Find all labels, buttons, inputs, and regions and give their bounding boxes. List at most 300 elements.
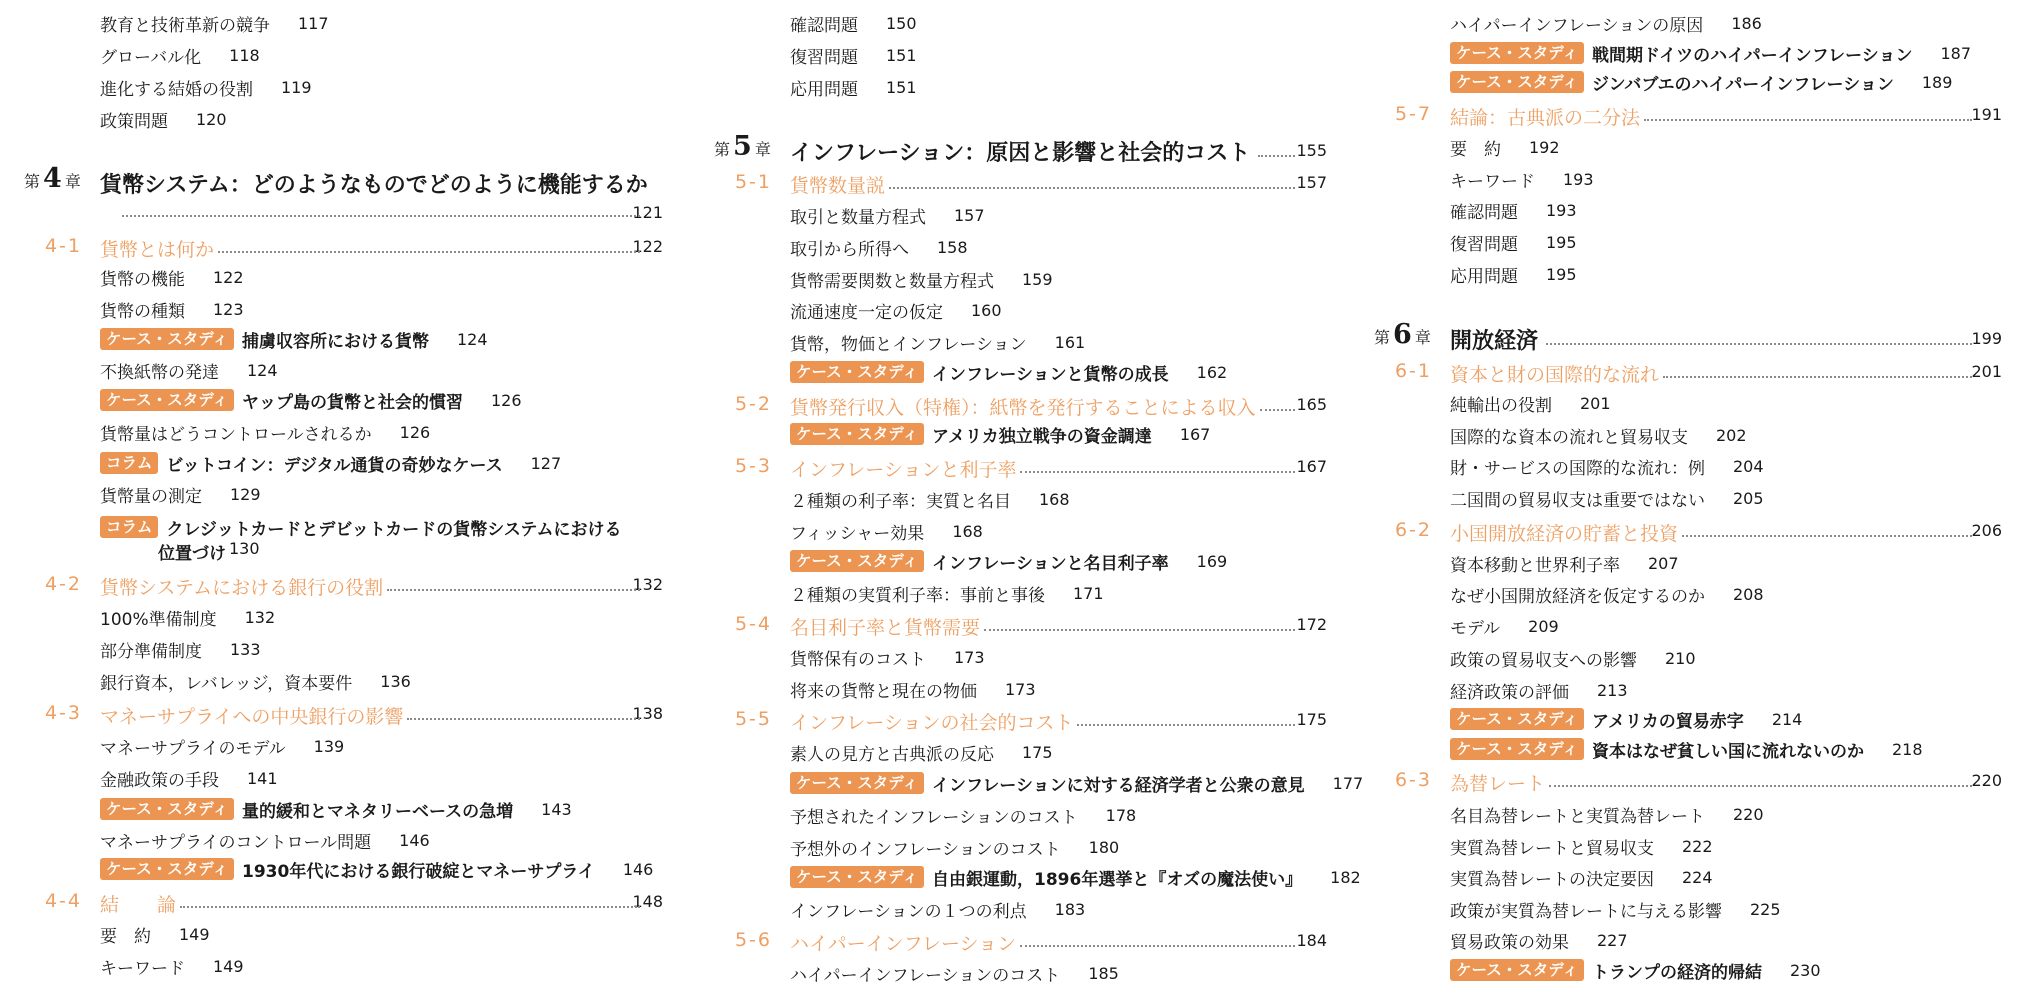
case-study-badge: ケース・スタディ xyxy=(100,858,234,880)
toc-item[interactable] xyxy=(690,201,1350,229)
toc-note[interactable] xyxy=(690,358,1350,386)
chapter-label xyxy=(714,131,771,162)
toc-note[interactable] xyxy=(1350,39,2020,67)
toc-note-title: 捕虜収容所における貨幣 xyxy=(242,331,429,352)
dotted-leader xyxy=(1549,785,1972,787)
toc-chapter[interactable] xyxy=(0,163,690,222)
toc-item[interactable] xyxy=(1350,133,2020,161)
page-number: 139 xyxy=(313,736,345,756)
toc-item[interactable] xyxy=(690,895,1350,923)
case-study-badge: ケース・スタディ xyxy=(790,361,924,383)
toc-item-title: 確認問題 xyxy=(1450,202,1518,223)
dotted-leader xyxy=(1077,724,1295,726)
toc-item[interactable] xyxy=(1350,549,2020,577)
toc-item-title: 貨幣，物価とインフレーション xyxy=(790,334,1027,355)
toc-item[interactable] xyxy=(0,356,690,384)
toc-item[interactable] xyxy=(0,603,690,631)
toc-item[interactable] xyxy=(0,105,690,133)
toc-item[interactable] xyxy=(690,265,1350,293)
page-number: 225 xyxy=(1750,899,1781,919)
page-number: 213 xyxy=(1597,680,1628,700)
section-number: 5-1 xyxy=(734,171,772,193)
toc-note[interactable] xyxy=(0,449,690,477)
dotted-leader xyxy=(387,589,640,591)
page-number: 158 xyxy=(937,237,968,257)
toc-chapter[interactable] xyxy=(690,131,1350,166)
toc-item[interactable] xyxy=(1350,452,2020,480)
section-title: 結論：古典派の二分法 xyxy=(1450,107,1641,129)
page-number: 148 xyxy=(632,892,663,911)
toc-item[interactable] xyxy=(1350,926,2020,954)
section-number: 6-1 xyxy=(1394,360,1432,382)
toc-item[interactable] xyxy=(0,263,690,291)
page-number: 149 xyxy=(179,924,210,944)
toc-item[interactable] xyxy=(690,643,1350,671)
page-number: 180 xyxy=(1088,837,1120,857)
toc-section[interactable] xyxy=(690,453,1350,481)
toc-item[interactable] xyxy=(0,635,690,663)
dotted-leader xyxy=(1663,376,1972,378)
toc-item[interactable] xyxy=(1350,644,2020,672)
page-number: 202 xyxy=(1716,425,1747,445)
toc-item[interactable] xyxy=(0,826,690,854)
chapter-suffix: 章 xyxy=(64,172,81,191)
page-number: 201 xyxy=(1971,362,2002,381)
chapter-number: 6 xyxy=(1393,319,1412,350)
page-number: 146 xyxy=(622,859,654,879)
chapter-label xyxy=(1374,319,1431,350)
toc-item-title: ハイパーインフレーションのコスト xyxy=(790,965,1061,986)
toc-item[interactable] xyxy=(1350,580,2020,608)
toc-item[interactable] xyxy=(1350,484,2020,512)
section-number: 4-3 xyxy=(44,702,82,724)
toc-item[interactable] xyxy=(1350,612,2020,640)
toc-item[interactable] xyxy=(690,9,1350,37)
toc-chapter[interactable] xyxy=(1350,319,2020,354)
dotted-leader xyxy=(407,718,640,720)
toc-note[interactable] xyxy=(0,795,690,823)
toc-section[interactable] xyxy=(690,706,1350,734)
page-number: 151 xyxy=(886,77,917,97)
page-number: 167 xyxy=(1179,424,1211,444)
toc-item[interactable] xyxy=(690,579,1350,607)
toc-item[interactable] xyxy=(0,764,690,792)
toc-note[interactable] xyxy=(0,513,690,564)
toc-item[interactable] xyxy=(1350,800,2020,828)
page-number: 173 xyxy=(954,647,985,667)
page-number: 186 xyxy=(1731,13,1762,33)
toc-item-title: ハイパーインフレーションの原因 xyxy=(1450,15,1704,36)
toc-note[interactable] xyxy=(690,769,1364,797)
case-study-badge: ケース・スタディ xyxy=(1450,42,1584,64)
dotted-leader xyxy=(1020,471,1295,473)
case-study-badge: ケース・スタディ xyxy=(1450,959,1584,981)
toc-item[interactable] xyxy=(690,73,1350,101)
toc-item-title: 取引と数量方程式 xyxy=(790,207,926,228)
toc-item-title: 財・サービスの国際的な流れ：例 xyxy=(1450,458,1705,479)
section-title: 貨幣システムにおける銀行の役割 xyxy=(100,577,384,599)
page-number: 146 xyxy=(399,830,430,850)
chapter-title: 開放経済 xyxy=(1450,329,1539,354)
case-study-badge: ケース・スタディ xyxy=(1450,738,1584,760)
toc-item-title: 部分準備制度 xyxy=(100,641,202,662)
page-number: 168 xyxy=(952,521,983,541)
case-study-badge: ケース・スタディ xyxy=(790,423,924,445)
toc-item[interactable] xyxy=(1350,863,2020,891)
toc-item-title: フィッシャー効果 xyxy=(790,523,925,544)
page-number: 175 xyxy=(1022,742,1053,762)
toc-item-title: 要 約 xyxy=(1450,139,1501,160)
section-number: 5-2 xyxy=(734,393,772,415)
toc-item[interactable] xyxy=(690,959,1350,987)
toc-note-title: アメリカの貿易赤字 xyxy=(1592,711,1744,732)
toc-item-title: 貨幣量はどうコントロールされるか xyxy=(100,424,372,445)
page-number: 193 xyxy=(1563,169,1594,189)
toc-item-title: ２種類の利子率：実質と名目 xyxy=(790,491,1011,512)
case-study-badge: ケース・スタディ xyxy=(100,328,234,350)
toc-item-title: 二国間の貿易収支は重要ではない xyxy=(1450,490,1705,511)
toc-item[interactable] xyxy=(690,41,1350,69)
page-number: 132 xyxy=(244,607,276,627)
section-number: 5-7 xyxy=(1394,103,1432,125)
page-number: 132 xyxy=(632,575,663,594)
toc-note-title: 1930年代における銀行破綻とマネーサプライ xyxy=(242,861,595,882)
page-number: 208 xyxy=(1733,584,1764,604)
page-number: 160 xyxy=(971,300,1002,320)
toc-item[interactable] xyxy=(1350,165,2020,193)
toc-section[interactable] xyxy=(690,927,1350,955)
chapter-suffix: 章 xyxy=(1414,328,1431,347)
page-number: 175 xyxy=(1296,710,1327,729)
toc-section[interactable] xyxy=(0,233,690,261)
page-number: 189 xyxy=(1921,72,1953,92)
page-number: 149 xyxy=(213,956,244,976)
toc-item[interactable] xyxy=(690,233,1350,261)
case-study-badge: ケース・スタディ xyxy=(790,550,924,572)
toc-item[interactable] xyxy=(1350,196,2020,224)
page-number: 222 xyxy=(1682,836,1713,856)
toc-item[interactable] xyxy=(0,295,690,323)
section-number: 5-4 xyxy=(734,613,772,635)
toc-section[interactable] xyxy=(1350,517,2020,545)
toc-item-title: マネーサプライのモデル xyxy=(100,738,286,759)
page-number: 124 xyxy=(247,360,278,380)
dotted-leader xyxy=(122,215,640,217)
toc-note-title: 戦間期ドイツのハイパーインフレーション xyxy=(1592,45,1913,66)
toc-item-title: 復習問題 xyxy=(1450,234,1518,255)
section-title: 貨幣数量説 xyxy=(790,175,886,197)
column-badge: コラム xyxy=(100,516,158,538)
toc-item[interactable] xyxy=(690,801,1350,829)
page-number: 172 xyxy=(1296,615,1327,634)
chapter-prefix: 第 xyxy=(24,172,41,191)
page-number: 161 xyxy=(1054,332,1086,352)
toc-item-title: インフレーションの１つの利点 xyxy=(790,901,1027,922)
page-number: 120 xyxy=(196,109,227,129)
toc-item-title: 素人の見方と古典派の反応 xyxy=(790,744,994,765)
dotted-leader xyxy=(1682,535,1972,537)
page-number: 182 xyxy=(1330,867,1361,887)
toc-section[interactable] xyxy=(1350,101,2020,129)
toc-item[interactable] xyxy=(0,480,690,508)
section-title: 貨幣とは何か xyxy=(100,239,215,261)
toc-item-title: 取引から所得へ xyxy=(790,239,909,260)
toc-item-title: 将来の貨幣と現在の物価 xyxy=(790,681,977,702)
dotted-leader xyxy=(889,187,1295,189)
page-number: 220 xyxy=(1971,771,2002,790)
toc-item[interactable] xyxy=(0,9,690,37)
toc-note-title: 資本はなぜ貧しい国に流れないのか xyxy=(1592,741,1864,762)
page-number: 169 xyxy=(1196,551,1228,571)
toc-note-title: ヤップ島の貨幣と社会的慣習 xyxy=(242,392,463,413)
chapter-label xyxy=(24,163,81,194)
page-number: 155 xyxy=(1296,141,1327,160)
dotted-leader xyxy=(1260,409,1295,411)
toc-item-title: マネーサプライのコントロール問題 xyxy=(100,832,372,853)
toc-item-title: なぜ小国開放経済を仮定するのか xyxy=(1450,586,1705,607)
toc-section[interactable] xyxy=(1350,767,2020,795)
toc-note-title: アメリカ独立戦争の資金調達 xyxy=(932,426,1152,447)
toc-note[interactable] xyxy=(1350,705,2020,733)
page-number: 124 xyxy=(457,329,488,349)
toc-item[interactable] xyxy=(690,517,1350,545)
toc-item-title: 政策問題 xyxy=(100,111,168,132)
page-number: 185 xyxy=(1088,963,1119,983)
page-number: 136 xyxy=(380,671,411,691)
case-study-badge: ケース・スタディ xyxy=(1450,708,1584,730)
page-number: 129 xyxy=(230,484,261,504)
toc-item[interactable] xyxy=(0,952,690,980)
toc-item[interactable] xyxy=(690,675,1350,703)
toc-section[interactable] xyxy=(690,391,1350,419)
page-number: 143 xyxy=(541,799,572,819)
page-number: 209 xyxy=(1528,616,1559,636)
section-title: 名目利子率と貨幣需要 xyxy=(790,617,981,639)
toc-note[interactable] xyxy=(1350,956,2020,984)
column-badge: コラム xyxy=(100,452,158,474)
toc-item-title: 復習問題 xyxy=(790,47,858,68)
page-number: 187 xyxy=(1940,43,1971,63)
page-number: 183 xyxy=(1054,899,1086,919)
toc-note[interactable] xyxy=(1350,68,2020,96)
toc-item[interactable] xyxy=(1350,676,2020,704)
toc-item-title: 流通速度一定の仮定 xyxy=(790,302,943,323)
case-study-badge: ケース・スタディ xyxy=(1450,71,1584,93)
page-number: 210 xyxy=(1665,648,1696,668)
toc-item[interactable] xyxy=(0,73,690,101)
section-title: 貨幣発行収入（特権）：紙幣を発行することによる収入 xyxy=(790,397,1256,419)
page-number: 159 xyxy=(1022,269,1053,289)
page-number: 127 xyxy=(530,453,562,473)
toc-note[interactable] xyxy=(690,420,1350,448)
toc-item[interactable] xyxy=(0,732,690,760)
section-number: 5-5 xyxy=(734,708,772,730)
toc-note-title: インフレーションと名目利子率 xyxy=(932,553,1169,574)
page-number: 199 xyxy=(1971,329,2002,348)
page-number: 157 xyxy=(954,205,985,225)
toc-item-title: 100%準備制度 xyxy=(100,609,217,630)
toc-item[interactable] xyxy=(1350,260,2020,288)
toc-note[interactable] xyxy=(690,547,1350,575)
toc-item[interactable] xyxy=(1350,832,2020,860)
toc-section[interactable] xyxy=(690,611,1350,639)
section-number: 6-3 xyxy=(1394,769,1432,791)
toc-item-title: モデル xyxy=(1450,618,1501,639)
section-title: 為替レート xyxy=(1450,773,1546,795)
page-number: 184 xyxy=(1296,931,1327,950)
page-number: 122 xyxy=(213,267,244,287)
page-number: 171 xyxy=(1073,583,1104,603)
toc-item[interactable] xyxy=(690,833,1350,861)
toc-item[interactable] xyxy=(0,41,690,69)
toc-item-title: ２種類の実質利子率：事前と事後 xyxy=(790,585,1045,606)
dotted-leader xyxy=(1020,945,1295,947)
section-title: 結 論 xyxy=(100,894,177,916)
page-number: 193 xyxy=(1546,200,1577,220)
page-number: 126 xyxy=(399,422,431,442)
toc-note-title: ビットコイン：デジタル通貨の奇妙なケース xyxy=(166,455,503,476)
chapter-number: 4 xyxy=(43,163,62,194)
toc-item-title: 貨幣の種類 xyxy=(100,301,185,322)
toc-section[interactable] xyxy=(0,700,690,728)
page-number: 117 xyxy=(298,13,329,33)
toc-item-title: 貨幣保有のコスト xyxy=(790,649,926,670)
toc-item-title: 純輸出の役割 xyxy=(1450,395,1552,416)
toc-item[interactable] xyxy=(690,328,1350,356)
toc-column-middle xyxy=(690,0,1364,1002)
toc-item-title: 資本移動と世界利子率 xyxy=(1450,555,1620,576)
page-number: 141 xyxy=(247,768,278,788)
toc-note[interactable] xyxy=(0,855,690,883)
page-number: 118 xyxy=(229,45,260,65)
chapter-prefix: 第 xyxy=(714,140,731,159)
section-title: 資本と財の国際的な流れ xyxy=(1450,364,1660,386)
toc-section[interactable] xyxy=(1350,358,2020,386)
toc-section[interactable] xyxy=(0,888,690,916)
page-number: 162 xyxy=(1196,362,1228,382)
page-number: 204 xyxy=(1733,456,1764,476)
dotted-leader xyxy=(180,906,640,908)
page-number: 138 xyxy=(632,704,663,723)
dotted-leader xyxy=(984,629,1295,631)
toc-item[interactable] xyxy=(0,418,690,446)
toc-column-left xyxy=(0,0,690,1002)
toc-note-title: ジンバブエのハイパーインフレーション xyxy=(1592,74,1894,95)
page-number: 195 xyxy=(1546,264,1577,284)
toc-item[interactable] xyxy=(0,667,690,695)
section-number: 5-6 xyxy=(734,929,772,951)
chapter-title: 貨幣システム：どのようなものでどのように機能するか xyxy=(100,173,648,198)
chapter-prefix: 第 xyxy=(1374,328,1391,347)
page-number: 130 xyxy=(229,539,260,558)
page-number: 177 xyxy=(1332,773,1364,793)
toc-item[interactable] xyxy=(0,920,690,948)
case-study-badge: ケース・スタディ xyxy=(790,772,924,794)
toc-item-title: 予想されたインフレーションのコスト xyxy=(790,807,1078,828)
case-study-badge: ケース・スタディ xyxy=(100,389,234,411)
chapter-title: インフレーション：原因と影響と社会的コスト xyxy=(790,141,1251,166)
page-number: 133 xyxy=(230,639,261,659)
dotted-leader xyxy=(1258,155,1295,157)
page-number: 119 xyxy=(281,77,312,97)
toc-item[interactable] xyxy=(1350,228,2020,256)
page-number: 205 xyxy=(1733,488,1764,508)
toc-item[interactable] xyxy=(1350,9,2020,37)
page-number: 150 xyxy=(886,13,917,33)
toc-item-title: 国際的な資本の流れと貿易収支 xyxy=(1450,427,1688,448)
page-number: 157 xyxy=(1296,173,1327,192)
toc-note[interactable] xyxy=(0,386,690,414)
toc-item-title: グローバル化 xyxy=(100,47,202,68)
page-number: 167 xyxy=(1296,457,1327,476)
toc-item-title: 名目為替レートと実質為替レート xyxy=(1450,806,1705,827)
toc-item[interactable] xyxy=(1350,895,2020,923)
toc-note-title: トランプの経済的帰結 xyxy=(1592,962,1762,983)
toc-note[interactable] xyxy=(1350,735,2020,763)
toc-item-title: 政策が実質為替レートに与える影響 xyxy=(1450,901,1722,922)
section-number: 6-2 xyxy=(1394,519,1432,541)
toc-item-title: 貿易政策の効果 xyxy=(1450,932,1569,953)
section-number: 4-1 xyxy=(44,235,82,257)
page-number: 227 xyxy=(1597,930,1628,950)
toc-note-title: クレジットカードとデビットカードの貨幣システムにおける xyxy=(166,519,622,540)
section-title: ハイパーインフレーション xyxy=(790,933,1017,955)
toc-item[interactable] xyxy=(1350,421,2020,449)
toc-item-title: 応用問題 xyxy=(1450,266,1518,287)
page-number: 230 xyxy=(1790,960,1821,980)
toc-note[interactable] xyxy=(690,863,1361,891)
toc-item-title: 要 約 xyxy=(100,926,151,947)
toc-section[interactable] xyxy=(690,169,1350,197)
section-title: インフレーションと利子率 xyxy=(790,459,1017,481)
toc-item-title: 確認問題 xyxy=(790,15,858,36)
section-number: 5-3 xyxy=(734,455,772,477)
toc-item-title: 不換紙幣の発達 xyxy=(100,362,219,383)
toc-item-title: 応用問題 xyxy=(790,79,858,100)
page-number: 126 xyxy=(491,390,522,410)
toc-item-title: 教育と技術革新の競争 xyxy=(100,15,270,36)
toc-item[interactable] xyxy=(690,738,1350,766)
section-title: 小国開放経済の貯蓄と投資 xyxy=(1450,523,1679,545)
page-number: 224 xyxy=(1682,867,1713,887)
toc-item-title: 予想外のインフレーションのコスト xyxy=(790,839,1061,860)
toc-item[interactable] xyxy=(690,296,1350,324)
toc-item-title: 貨幣量の測定 xyxy=(100,486,202,507)
toc-item[interactable] xyxy=(1350,389,2020,417)
section-title: マネーサプライへの中央銀行の影響 xyxy=(100,706,404,728)
page-number: 123 xyxy=(213,299,244,319)
page-number: 151 xyxy=(886,45,917,65)
page-number: 168 xyxy=(1039,489,1070,509)
toc-item[interactable] xyxy=(690,485,1350,513)
dotted-leader xyxy=(1644,119,1972,121)
chapter-number: 5 xyxy=(733,131,752,162)
page-number: 121 xyxy=(632,203,663,222)
toc-item-title: 金融政策の手段 xyxy=(100,770,219,791)
page-number: 195 xyxy=(1546,232,1577,252)
page-number: 206 xyxy=(1971,521,2002,540)
toc-note[interactable] xyxy=(0,325,690,353)
toc-section[interactable] xyxy=(0,571,690,599)
toc-note-title: インフレーションと貨幣の成長 xyxy=(932,364,1169,385)
toc-item-title: キーワード xyxy=(1450,171,1535,192)
toc-item-title: 実質為替レートの決定要因 xyxy=(1450,869,1654,890)
page-number: 214 xyxy=(1771,709,1803,729)
section-number: 4-2 xyxy=(44,573,82,595)
page-number: 192 xyxy=(1529,137,1560,157)
toc-column-right xyxy=(1350,0,2020,1002)
page-number: 165 xyxy=(1296,395,1327,414)
